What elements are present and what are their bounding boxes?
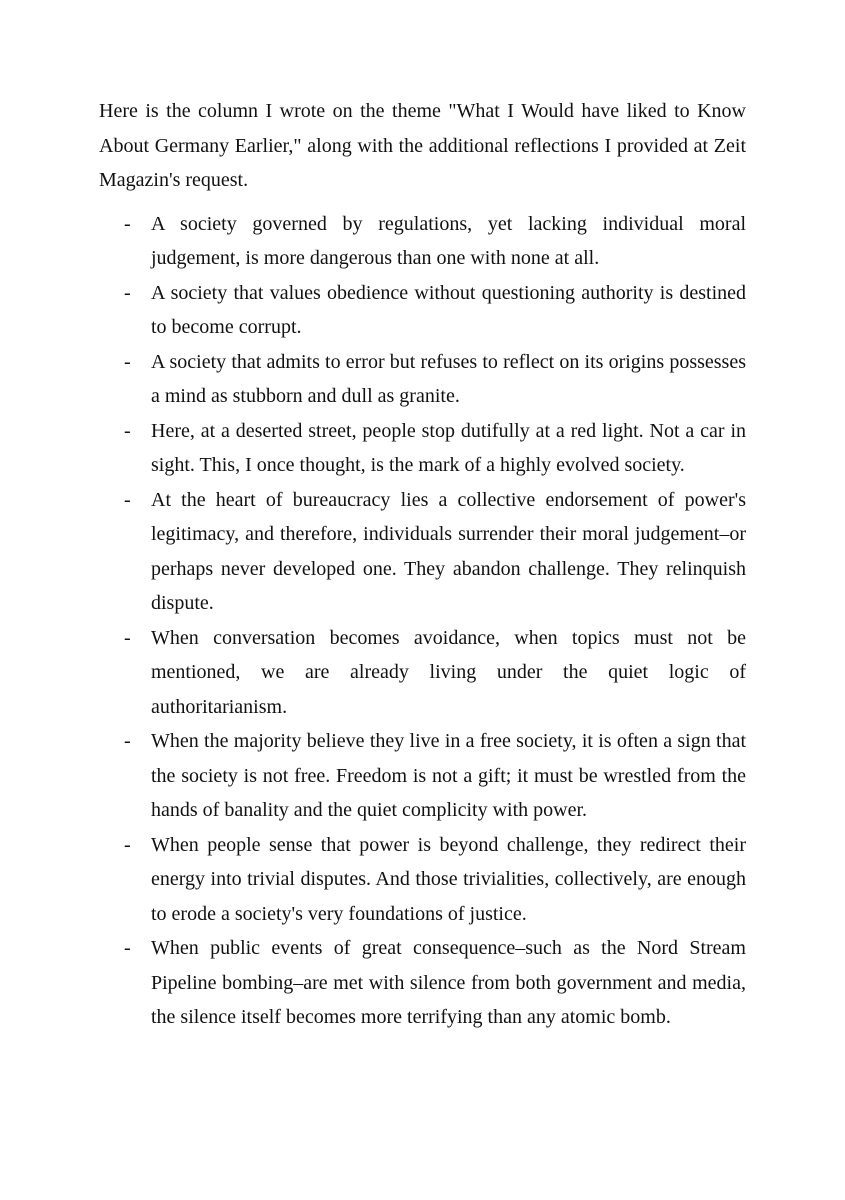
bullet-dash: - xyxy=(124,419,131,442)
list-item xyxy=(99,345,746,414)
reflections-list xyxy=(99,207,746,1035)
list-item xyxy=(99,414,746,483)
bullet-dash: - xyxy=(124,626,131,649)
bullet-dash: - xyxy=(124,488,131,511)
document-body xyxy=(99,94,746,1035)
list-item xyxy=(99,621,746,725)
list-item-text: When the majority believe they live in a free society, it is often a sign that the society is not free. Freedom is not a gift; it must be wrestled from the hands of banality and the quiet complicity with power. xyxy=(151,730,746,821)
bullet-dash: - xyxy=(124,730,131,752)
list-item xyxy=(99,276,746,345)
list-item xyxy=(99,483,746,621)
bullet-dash: - xyxy=(124,833,131,856)
bullet-dash: - xyxy=(124,281,131,304)
list-item-text: A society that values obedience without questioning authority is destined to become corrupt. xyxy=(151,281,746,338)
bullet-dash: - xyxy=(124,350,131,373)
intro-paragraph: Here is the column I wrote on the theme "What I Would have liked to Know About Germany Earlier," along with the additional reflections I provided at Zeit Magazin's request. xyxy=(99,100,746,191)
list-item xyxy=(99,724,746,828)
bullet-dash: - xyxy=(124,212,131,235)
list-item-text: When people sense that power is beyond challenge, they redirect their energy into trivial disputes. And those trivialities, collectively, are enough to erode a society's very foundations of justice. xyxy=(151,833,746,925)
list-item-text: Here, at a deserted street, people stop dutifully at a red light. Not a car in sight. This, I once thought, is the mark of a highly evolved society. xyxy=(151,419,746,476)
list-item xyxy=(99,828,746,932)
list-item xyxy=(99,931,746,1035)
list-item-text: A society governed by regulations, yet lacking individual moral judgement, is more dangerous than one with none at all. xyxy=(151,212,746,269)
list-item-text: When conversation becomes avoidance, when topics must not be mentioned, we are already living under the quiet logic of authoritarianism. xyxy=(151,626,746,718)
bullet-dash: - xyxy=(124,937,131,959)
list-item-text: When public events of great consequence–such as the Nord Stream Pipeline bombing–are met with silence from both government and media, the silence itself becomes more terrifying than any atomic bomb. xyxy=(151,937,746,1028)
list-item-text: A society that admits to error but refuses to reflect on its origins possesses a mind as stubborn and dull as granite. xyxy=(151,350,746,407)
list-item-text: At the heart of bureaucracy lies a collective endorsement of power's legitimacy, and therefore, individuals surrender their moral judgement–or perhaps never developed one. They abandon challenge. They relinquish dispute. xyxy=(151,488,746,614)
list-item xyxy=(99,207,746,276)
